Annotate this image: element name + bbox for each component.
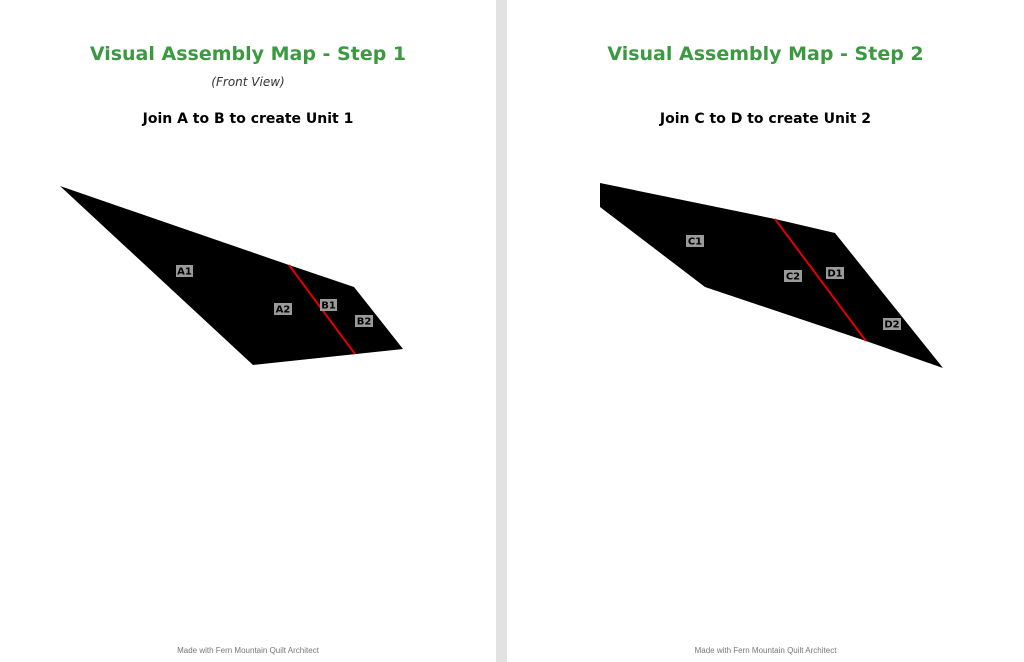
piece-label-b1 — [320, 299, 337, 312]
piece-label-a1 — [176, 265, 193, 278]
piece-label-c2 — [784, 270, 802, 283]
assembly-diagram — [507, 0, 1024, 662]
svg-text:A2: A2 — [275, 304, 291, 316]
svg-text:B1: B1 — [321, 300, 336, 312]
piece-label-a2 — [274, 303, 292, 316]
unit-1-shape — [60, 186, 403, 365]
page-step-1 — [0, 0, 496, 662]
svg-text:C2: C2 — [785, 271, 801, 283]
piece-label-c1 — [686, 235, 704, 248]
piece-label-d1 — [826, 267, 844, 280]
svg-text:D1: D1 — [827, 268, 843, 280]
svg-text:C1: C1 — [687, 236, 703, 248]
svg-text:D2: D2 — [884, 319, 900, 331]
piece-label-b2 — [355, 315, 373, 328]
step-instruction: Join A to B to create Unit 1 — [142, 111, 354, 127]
svg-text:B2: B2 — [356, 316, 372, 328]
page-footer: Made with Fern Mountain Quilt Architect — [177, 646, 319, 655]
page-title: Visual Assembly Map - Step 1 — [89, 43, 407, 65]
page-subtitle: (Front View) — [211, 75, 285, 89]
piece-label-d2 — [883, 318, 901, 331]
page-footer: Made with Fern Mountain Quilt Architect — [694, 646, 837, 655]
svg-text:A1: A1 — [177, 266, 192, 278]
page-step-2 — [507, 0, 1024, 662]
unit-2-shape — [600, 183, 943, 368]
step-instruction: Join C to D to create Unit 2 — [659, 111, 872, 127]
page-title: Visual Assembly Map - Step 2 — [607, 43, 924, 65]
assembly-diagram — [0, 0, 496, 662]
